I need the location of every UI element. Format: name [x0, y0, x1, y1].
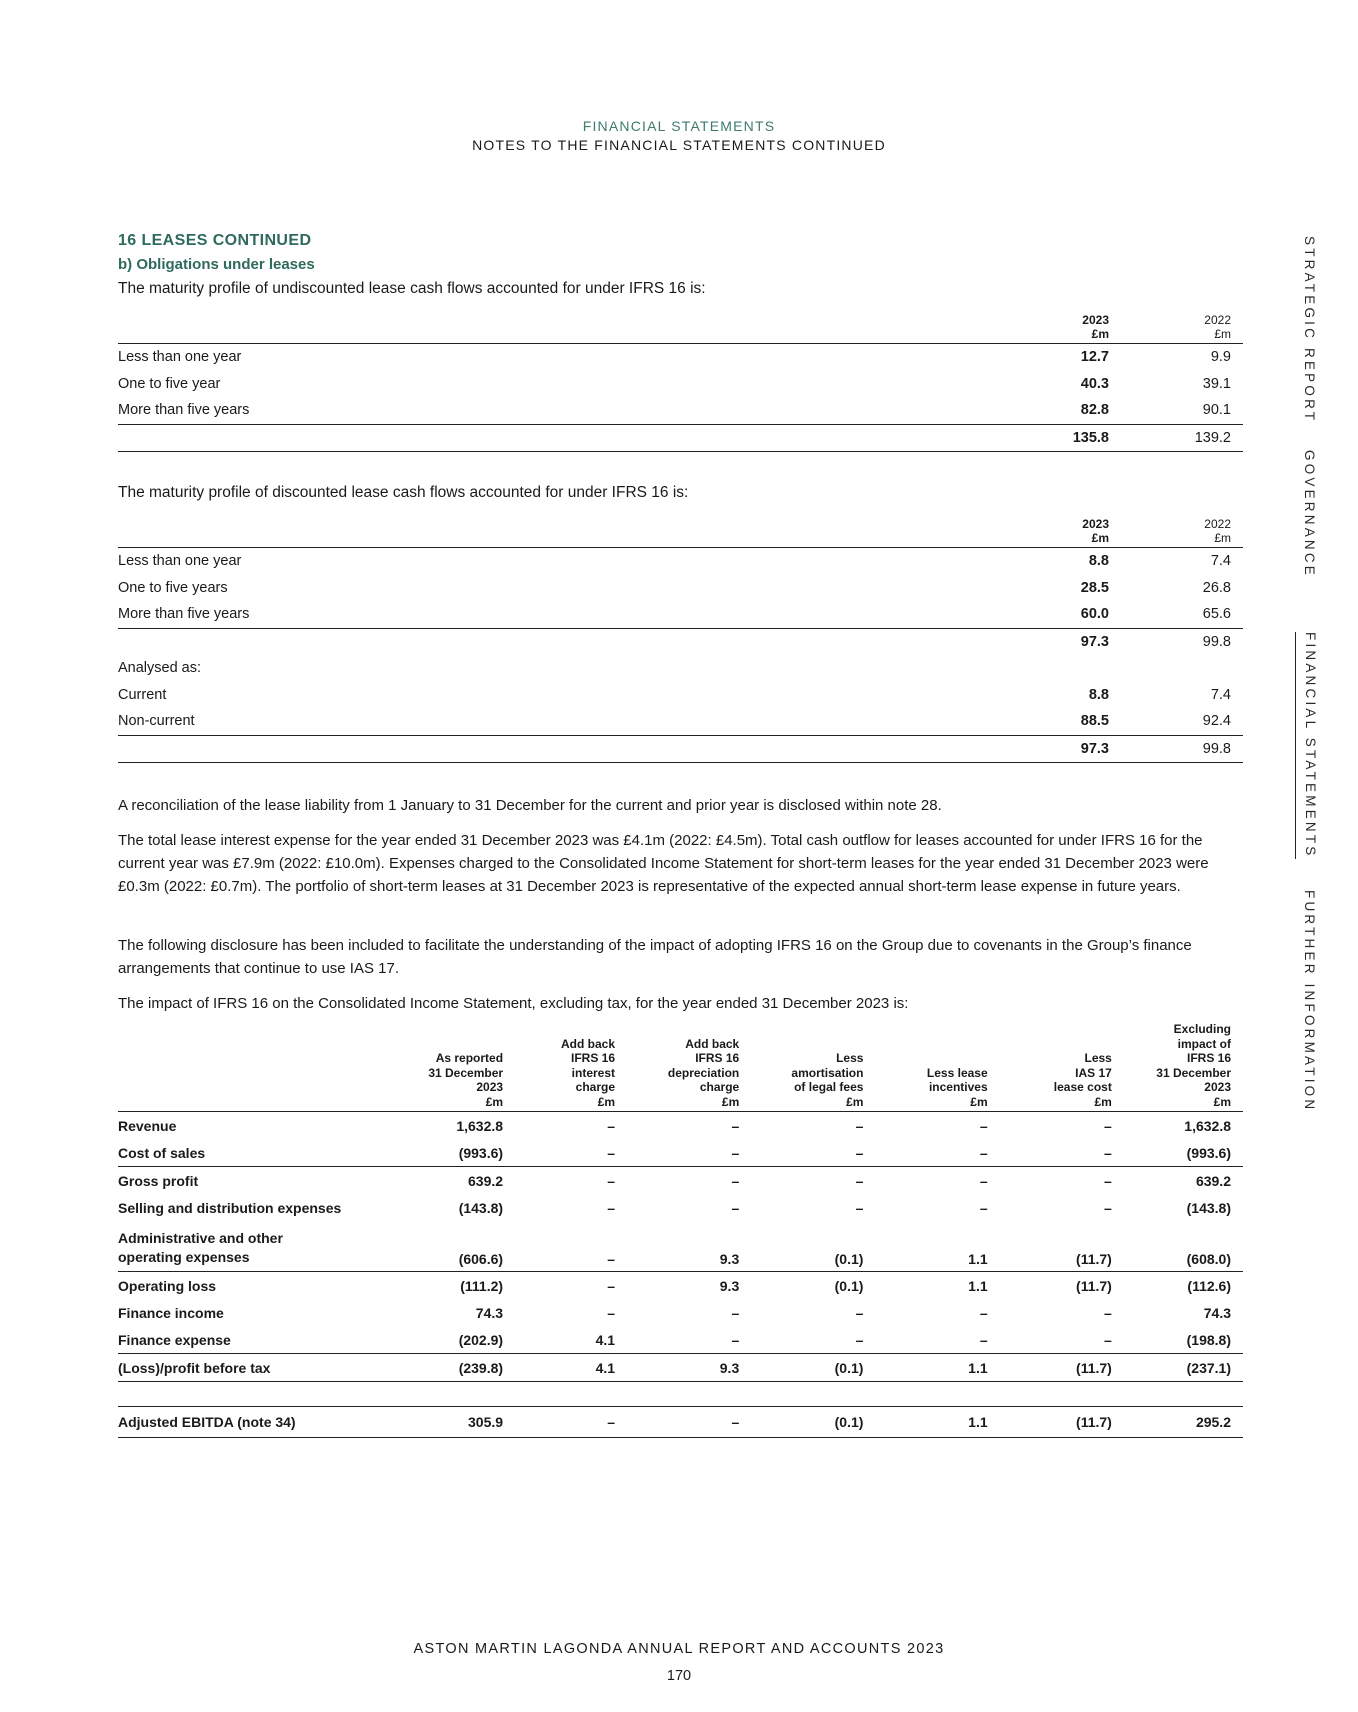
footer-title: ASTON MARTIN LAGONDA ANNUAL REPORT AND ACCOUNTS 2023 [413, 1641, 945, 1657]
spacer-row [118, 1382, 1243, 1407]
table-row: Less than one year 12.7 9.9 [118, 349, 1231, 366]
col-header-2022: 2022 £m [1204, 517, 1231, 545]
col-header-2023: 2023 £m [1082, 517, 1109, 545]
analysed-total-row: 97.3 99.8 [118, 735, 1243, 763]
paragraph-reconciliation: A reconciliation of the lease liability from 1 January to 31 December for the current and prior year is disclosed within note 28. [118, 797, 942, 814]
col-header-excluding: Excluding impact of IFRS 16 31 December 2023 £m [1156, 1022, 1231, 1109]
table-row: Non-current 88.5 92.4 [118, 713, 1231, 730]
col-header-depreciation: Add back IFRS 16 depreciation charge £m [667, 1036, 740, 1109]
discounted-table [118, 517, 1243, 763]
table-header-row [118, 1022, 1243, 1112]
table-row: Less than one year 8.8 7.4 [118, 553, 1231, 570]
paragraph-interest-expense: The total lease interest expense for the year ended 31 December 2023 was £4.1m (2022: £4.5m). Total cash outflow for leases accounted for under IFRS 16 for the current year was £7.9m (2022: £10.0m). Expenses charged to the Consolidated Income Statement for short-term leases for the year ended 31 December 2023 were £0.3m (2022: £0.7m). The portfolio of short-term leases at 31 December 2023 is representative of the expected annual short-term lease expense in future years. [118, 832, 1209, 895]
table-row: Revenue 1,632.8 – – – – – 1,632.8 [118, 1117, 1231, 1134]
side-nav-governance[interactable]: GOVERNANCE [1302, 450, 1317, 579]
ifrs16-impact-table [118, 1022, 1243, 1438]
table-header-row [118, 313, 1243, 344]
section-subtitle: b) Obligations under leases [118, 256, 315, 273]
table-row: One to five year 40.3 39.1 [118, 375, 1231, 392]
analysed-label-row: Analysed as: [118, 660, 202, 677]
header-subtitle: NOTES TO THE FINANCIAL STATEMENTS CONTINUED [472, 137, 886, 153]
section-title: 16 LEASES CONTINUED [118, 232, 312, 249]
discounted-intro: The maturity profile of discounted lease cash flows accounted for under IFRS 16 is: [118, 484, 689, 501]
col-header-as-reported: As reported 31 December 2023 £m [428, 1051, 504, 1109]
table-row: More than five years 60.0 65.6 [118, 606, 1231, 623]
table-row: Selling and distribution expenses (143.8) – – – – – (143.8) [118, 1199, 1231, 1216]
col-header-lease-incentives: Less lease incentives £m [926, 1065, 988, 1109]
paragraph-disclosure: The following disclosure has been included to facilitate the understanding of the impact of adopting IFRS 16 on the Group due to covenants in the Group’s finance arrangements that continue to use IAS 17. [118, 937, 1192, 977]
table-row: (Loss)/profit before tax (239.8) 4.1 9.3 (0.1) 1.1 (11.7) (237.1) [118, 1354, 1243, 1382]
side-nav-further-information[interactable]: FURTHER INFORMATION [1302, 890, 1317, 1113]
col-header-2023: 2023 £m [1082, 313, 1109, 341]
total-row: 97.3 99.8 [118, 628, 1243, 655]
table-row: More than five years 82.8 90.1 [118, 402, 1231, 419]
table-row: Administrative and other operating expenses (606.6) – 9.3 (0.1) 1.1 (11.7) (608.0) [118, 1230, 1231, 1267]
table-row: One to five years 28.5 26.8 [118, 579, 1231, 596]
side-nav-strategic-report[interactable]: STRATEGIC REPORT [1302, 236, 1317, 424]
header-section: FINANCIAL STATEMENTS [582, 118, 776, 134]
paragraph-impact-intro: The impact of IFRS 16 on the Consolidated Income Statement, excluding tax, for the year ended 31 December 2023 is: [118, 995, 909, 1012]
page-number: 170 [666, 1668, 692, 1684]
table-row: Operating loss (111.2) – 9.3 (0.1) 1.1 (11.7) (112.6) [118, 1272, 1243, 1300]
col-header-ias17: Less IAS 17 lease cost £m [1053, 1051, 1112, 1109]
col-header-amortisation: Less amortisation of legal fees £m [791, 1051, 864, 1109]
table-row: Cost of sales (993.6) – – – – – (993.6) [118, 1144, 1231, 1161]
table-header-row [118, 517, 1243, 548]
side-nav-financial-statements[interactable]: FINANCIAL STATEMENTS [1295, 632, 1318, 859]
col-header-2022: 2022 £m [1204, 313, 1231, 341]
table-row: Gross profit 639.2 – – – – – 639.2 [118, 1167, 1243, 1195]
table-row: Finance expense (202.9) 4.1 – – – – (198.8) [118, 1331, 1231, 1348]
total-row: 135.8 139.2 [118, 424, 1243, 452]
table-row: Adjusted EBITDA (note 34) 305.9 – – (0.1) 1.1 (11.7) 295.2 [118, 1407, 1243, 1438]
table-row: Current 8.8 7.4 [118, 686, 1231, 703]
undiscounted-table [118, 313, 1243, 452]
table-row: Finance income 74.3 – – – – – 74.3 [118, 1304, 1231, 1321]
undiscounted-intro: The maturity profile of undiscounted lease cash flows accounted for under IFRS 16 is: [118, 280, 706, 297]
col-header-interest: Add back IFRS 16 interest charge £m [561, 1036, 616, 1109]
